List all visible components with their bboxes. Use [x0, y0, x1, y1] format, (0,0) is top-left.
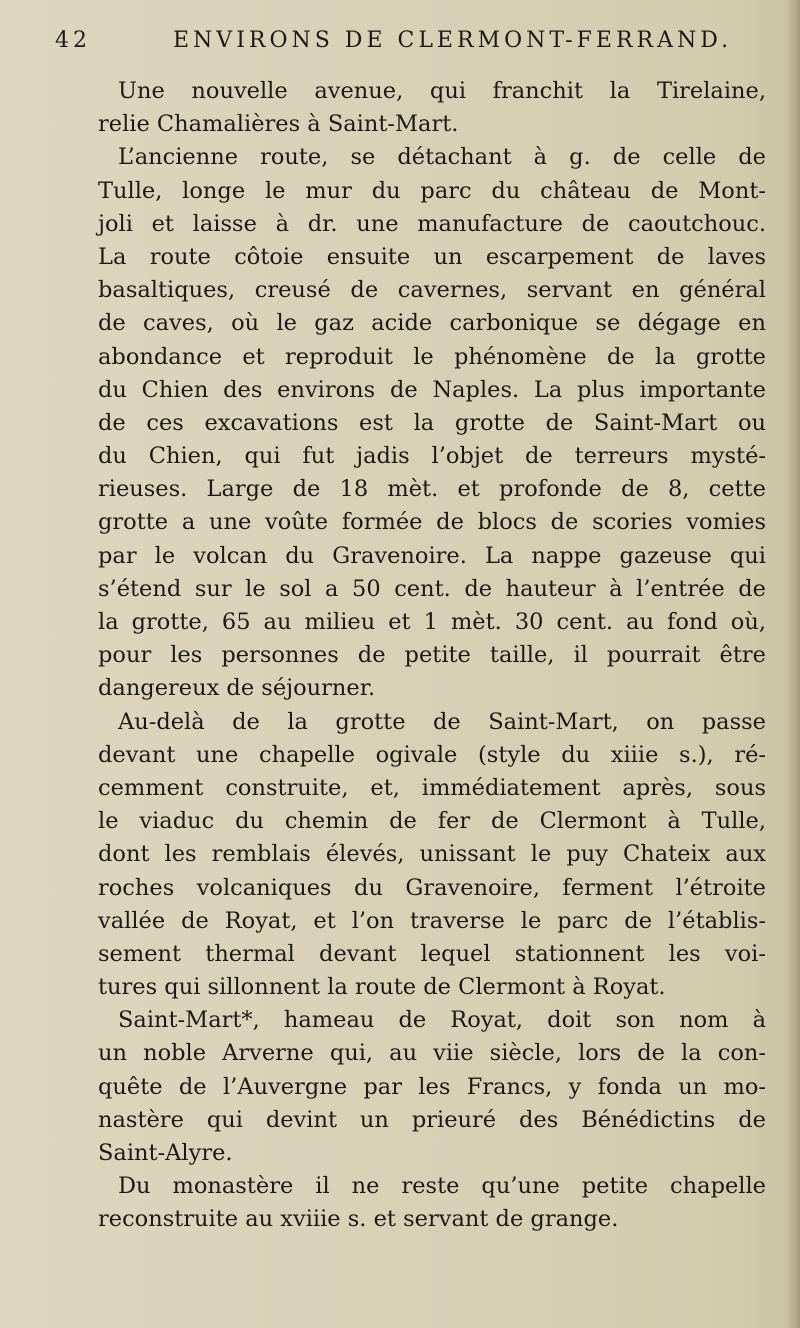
text-line: Saint-Alyre.	[98, 1140, 233, 1166]
text-line: vallée de Royat, et l’on traverse le parc de l’établis-	[98, 907, 766, 934]
text-line: Du monastère il ne reste qu’une petite chapelle	[118, 1173, 766, 1200]
text-line: le viaduc du chemin de fer de Clermont à Tulle,	[98, 808, 766, 835]
text-line: rieuses. Large de 18 mèt. et profonde de 8, cette	[98, 476, 766, 503]
text-line: dont les remblais élevés, unissant le puy Chateix aux	[98, 841, 766, 868]
text-line: roches volcaniques du Gravenoire, ferment l’étroite	[98, 874, 766, 901]
text-line: Au-delà de la grotte de Saint-Mart, on passe	[118, 708, 766, 735]
text-line: cemment construite, et, immédiatement après, sous	[98, 774, 766, 801]
text-line: grotte a une voûte formée de blocs de scories vomies	[98, 509, 766, 536]
text-line: devant une chapelle ogivale (style du xiiie s.), ré-	[98, 741, 766, 768]
text-line: du Chien, qui fut jadis l’objet de terreurs mysté-	[98, 443, 766, 470]
text-line: joli et laisse à dr. une manufacture de caoutchouc.	[98, 210, 766, 237]
text-line: L’ancienne route, se détachant à g. de celle de	[118, 144, 766, 171]
text-line: nastère qui devint un prieuré des Bénédictins de	[98, 1106, 766, 1133]
text-line: Tulle, longe le mur du parc du château de Mont-	[98, 177, 766, 204]
text-line: sement thermal devant lequel stationnent les voi-	[98, 940, 766, 967]
text-line: de caves, où le gaz acide carbonique se dégage en	[98, 310, 766, 337]
text-line: La route côtoie ensuite un escarpement de laves	[98, 243, 766, 270]
text-line: la grotte, 65 au milieu et 1 mèt. 30 cent. au fond où,	[98, 609, 766, 635]
text-line: s’étend sur le sol a 50 cent. de hauteur à l’entrée de	[98, 575, 766, 602]
body-text	[98, 75, 766, 1237]
running-header	[55, 28, 755, 68]
text-line: de ces excavations est la grotte de Saint-Mart ou	[98, 409, 766, 436]
text-line: Saint-Mart*, hameau de Royat, doit son nom à	[118, 1007, 766, 1034]
text-line: dangereux de séjourner.	[98, 675, 376, 702]
page-number: 42	[55, 28, 91, 53]
text-line: tures qui sillonnent la route de Clermont à Royat.	[98, 974, 666, 1001]
text-line: reconstruite au xviiie s. et servant de grange.	[98, 1206, 619, 1233]
text-line: du Chien des environs de Naples. La plus importante	[98, 376, 766, 403]
text-line: basaltiques, creusé de cavernes, servant en général	[98, 277, 766, 304]
text-line: Une nouvelle avenue, qui franchit la Tirelaine,	[118, 78, 766, 104]
text-line: quête de l’Auvergne par les Francs, y fonda un mo-	[98, 1073, 766, 1100]
page-edge-shadow	[786, 0, 800, 1328]
text-line: un noble Arverne qui, au viie siècle, lors de la con-	[98, 1040, 766, 1067]
text-line: abondance et reproduit le phénomène de la grotte	[98, 343, 766, 370]
text-line: pour les personnes de petite taille, il pourrait être	[98, 642, 766, 669]
running-title: ENVIRONS DE CLERMONT-FERRAND.	[173, 28, 733, 53]
text-line: relie Chamalières à Saint-Mart.	[98, 111, 459, 138]
text-line: par le volcan du Gravenoire. La nappe gazeuse qui	[98, 542, 766, 569]
